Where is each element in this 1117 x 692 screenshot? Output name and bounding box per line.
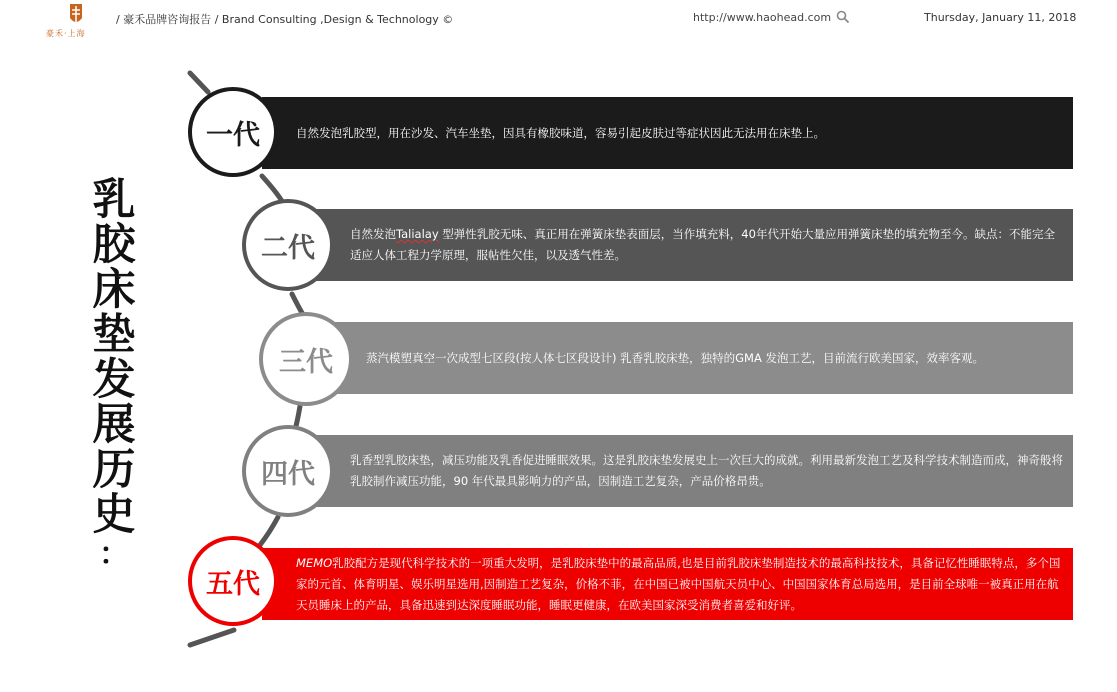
gen2-label: 二代 [261,232,315,264]
gen1-label: 一代 [206,119,260,151]
gen3-bar [330,322,1073,394]
gen4-circle [242,425,334,517]
gen3-label: 三代 [279,346,333,378]
title-char: 乳 [92,175,136,225]
title-char: 展 [92,400,136,450]
gen3-circle [259,312,353,406]
gen5-label: 五代 [206,568,260,600]
title-char: 历 [92,445,136,495]
header-url-link[interactable]: http://www.haohead.com [693,11,832,24]
gen2-text-underlined: Talialay [396,227,439,241]
title-char: 垫 [92,310,136,360]
gen3-text: 蒸汽模塑真空一次成型七区段(按人体七区段设计) 乳香乳胶床垫，独特的GMA 发泡工艺，目前流行欧美国家，效率客观。 [366,350,984,365]
gen2-text [350,224,1059,266]
gen2-bar [310,209,1073,281]
gen1-text: 自然发泡乳胶型，用在沙发、汽车坐垫，因具有橡胶味道，容易引起皮肤过等症状因此无法用在床垫上。 [296,125,825,140]
title-char: ： [99,537,129,572]
title-char: 床 [92,265,136,315]
gen4-bar [310,435,1073,507]
gen5-text [296,553,1069,616]
header-brand: / 豪禾品牌咨询报告 / Brand Consulting ,Design & Technology © [116,13,454,26]
gen5-bar [262,548,1073,620]
title-char: 发 [92,355,136,405]
title-char: 胶 [92,220,136,270]
gen1-bar [262,97,1073,169]
gen2-text-b: 型弹性乳胶无味、真正用在弹簧床垫表面层，当作填充料，40年代开始大量应用弹簧床垫的填充物至今。缺点：不能完全适应人体工程力学原理，服帖性欠佳，以及透气性差。 [350,227,1055,262]
logo-text: 豪禾·上海 [46,29,86,38]
gen2-circle [242,199,334,291]
header-date: Thursday, January 11, 2018 [924,11,1077,24]
gen4-label: 四代 [261,458,315,490]
gen5-circle [188,536,278,626]
title-char: 史 [92,490,136,540]
gen2-text-a: 自然发泡 [350,227,396,241]
gen5-text-body: 乳胶配方是现代科学技术的一项重大发明，是乳胶床垫中的最高品质,也是目前乳胶床垫制造技术的最高科技技术，具备记忆性睡眠特点，多个国家的元首、体育明星、娱乐明星选用,因制造工艺复杂，价格不菲，在中国已被中国航天员中心、中国国家体育总局选用，是目前全球唯一被真正用在航天员睡床上的产品，具备迅速到达深度睡眠功能，睡眠更健康，在欧美国家深受消费者喜爱和好评。 [296,555,1061,612]
gen4-text: 乳香型乳胶床垫，减压功能及乳香促进睡眠效果。这是乳胶床垫发展史上一次巨大的成就。利用最新发泡工艺及科学技术制造而成，神奇般将乳胶制作减压功能，90 年代最具影响力的产品，因制造工艺复杂，产品价格昂贵。 [350,453,1063,488]
gen5-memo: MEMO [296,555,333,570]
gen1-circle [188,87,278,177]
